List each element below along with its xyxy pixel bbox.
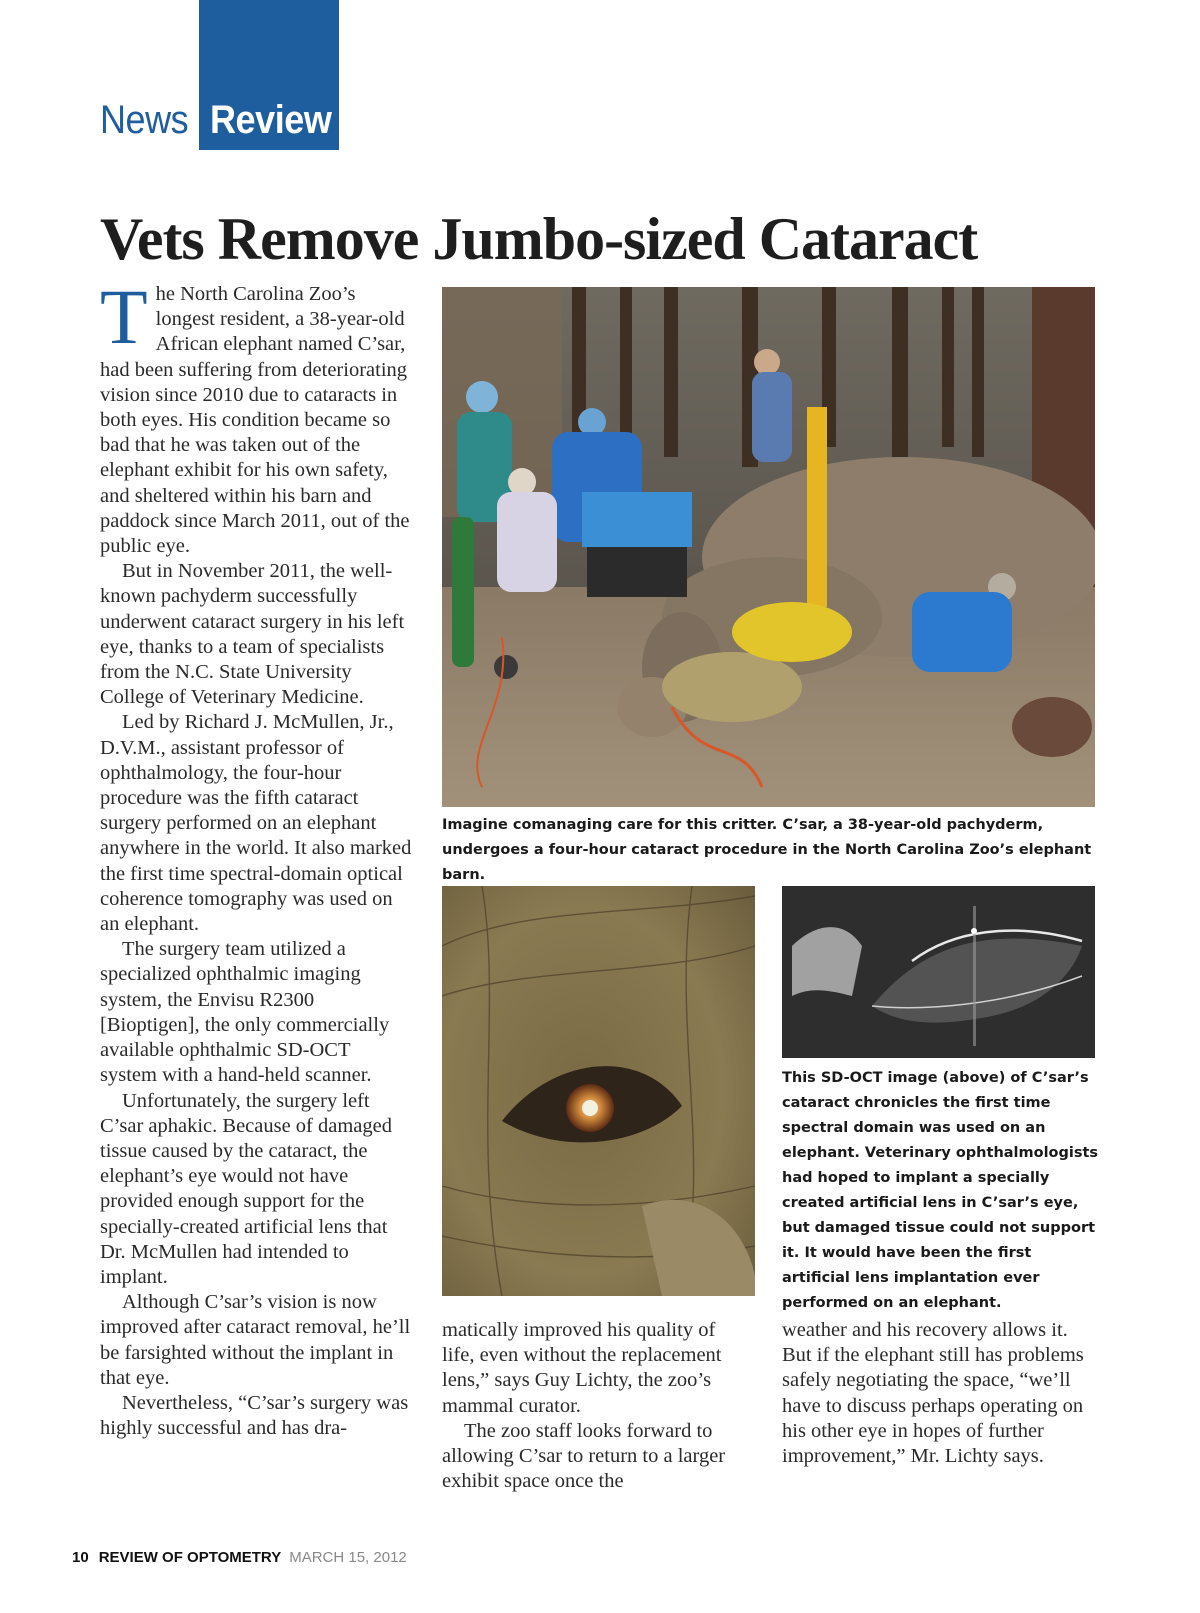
oct-photo-caption: This SD-OCT image (above) of C’sar’s cataract chronicles the first time spectral domain was used on an elephant. Veterinary ophthalmologists had hoped to implant a specially created artificial lens in C’sar’s eye, but damaged tissue could not support it. It would have been the first artificial lens implantation ever performed on an elephant. [782, 1070, 1099, 1311]
paragraph-7-start: Nevertheless, “C’sar’s surgery was highly successful and has dra- [100, 1391, 409, 1440]
elephant-eye-photo [442, 886, 755, 1296]
magazine-name: REVIEW OF OPTOMETRY [98, 1549, 282, 1566]
drop-cap: T [100, 273, 148, 360]
paragraph-8-start: The zoo staff looks forward to allowing C’sar to return to a larger exhibit space once the [442, 1419, 726, 1493]
elephant-surgery-photo [442, 287, 1095, 807]
article-column-2 [442, 1318, 752, 1494]
article-column-3 [782, 1318, 1100, 1469]
article-headline: Vets Remove Jumbo-sized Cataract [100, 206, 978, 272]
issue-date: MARCH 15, 2012 [289, 1549, 407, 1566]
sd-oct-scan-image [782, 886, 1095, 1058]
paragraph-1 [100, 273, 412, 559]
paragraph-2: But in November 2011, the well-known pachyderm successfully underwent cataract surgery in his left eye, thanks to a team of specialists from the N.C. State University College of Veterinary Medicine. [100, 560, 405, 709]
page-number: 10 [72, 1549, 89, 1566]
section-label-news: News [100, 98, 189, 142]
article-column-1 [100, 273, 412, 1441]
page-footer [72, 1549, 407, 1566]
section-label-review: Review [210, 98, 332, 142]
main-photo-caption: Imagine comanaging care for this critter. C’sar, a 38-year-old pachyderm, undergoes a four-hour cataract procedure in the North Carolina Zoo’s elephant barn. [442, 817, 1092, 883]
paragraph-4: The surgery team utilized a specialized ophthalmic imaging system, the Envisu R2300 [Bioptigen], the only commercially available ophthalmic SD-OCT system with a hand-held scanner. [100, 938, 390, 1087]
paragraph-5: Unfortunately, the surgery left C’sar aphakic. Because of damaged tissue caused by the cataract, the elephant’s eye would not have provided enough support for the specially-created artificial lens that Dr. McMullen had intended to implant. [100, 1089, 393, 1288]
paragraph-8-continued: weather and his recovery allows it. But if the elephant still has problems safely negotiating the space, “we’ll have to discuss perhaps operating on his other eye in hopes of further improvement,” Mr. Lichty says. [782, 1319, 1084, 1468]
paragraph-7-continued: matically improved his quality of life, even without the replacement lens,” says Guy Lichty, the zoo’s mammal curator. [442, 1319, 722, 1417]
paragraph-1-text: he North Carolina Zoo’s longest resident, a 38-year-old African elephant named C’sar, had been suffering from deteriorating vision since 2010 due to cataracts in both eyes. His condition became so bad that he was taken out of the elephant exhibit for his own safety, and sheltered within his barn and paddock since March 2011, out of the public eye. [100, 283, 410, 558]
paragraph-6: Although C’sar’s vision is now improved after cataract removal, he’ll be farsighted without the implant in that eye. [100, 1291, 411, 1389]
paragraph-3: Led by Richard J. McMullen, Jr., D.V.M., assistant professor of ophthalmology, the four-hour procedure was the fifth cataract surgery performed on an elephant anywhere in the world. It also marked the first time spectral-domain optical coherence tomography was used on an elephant. [100, 711, 412, 936]
